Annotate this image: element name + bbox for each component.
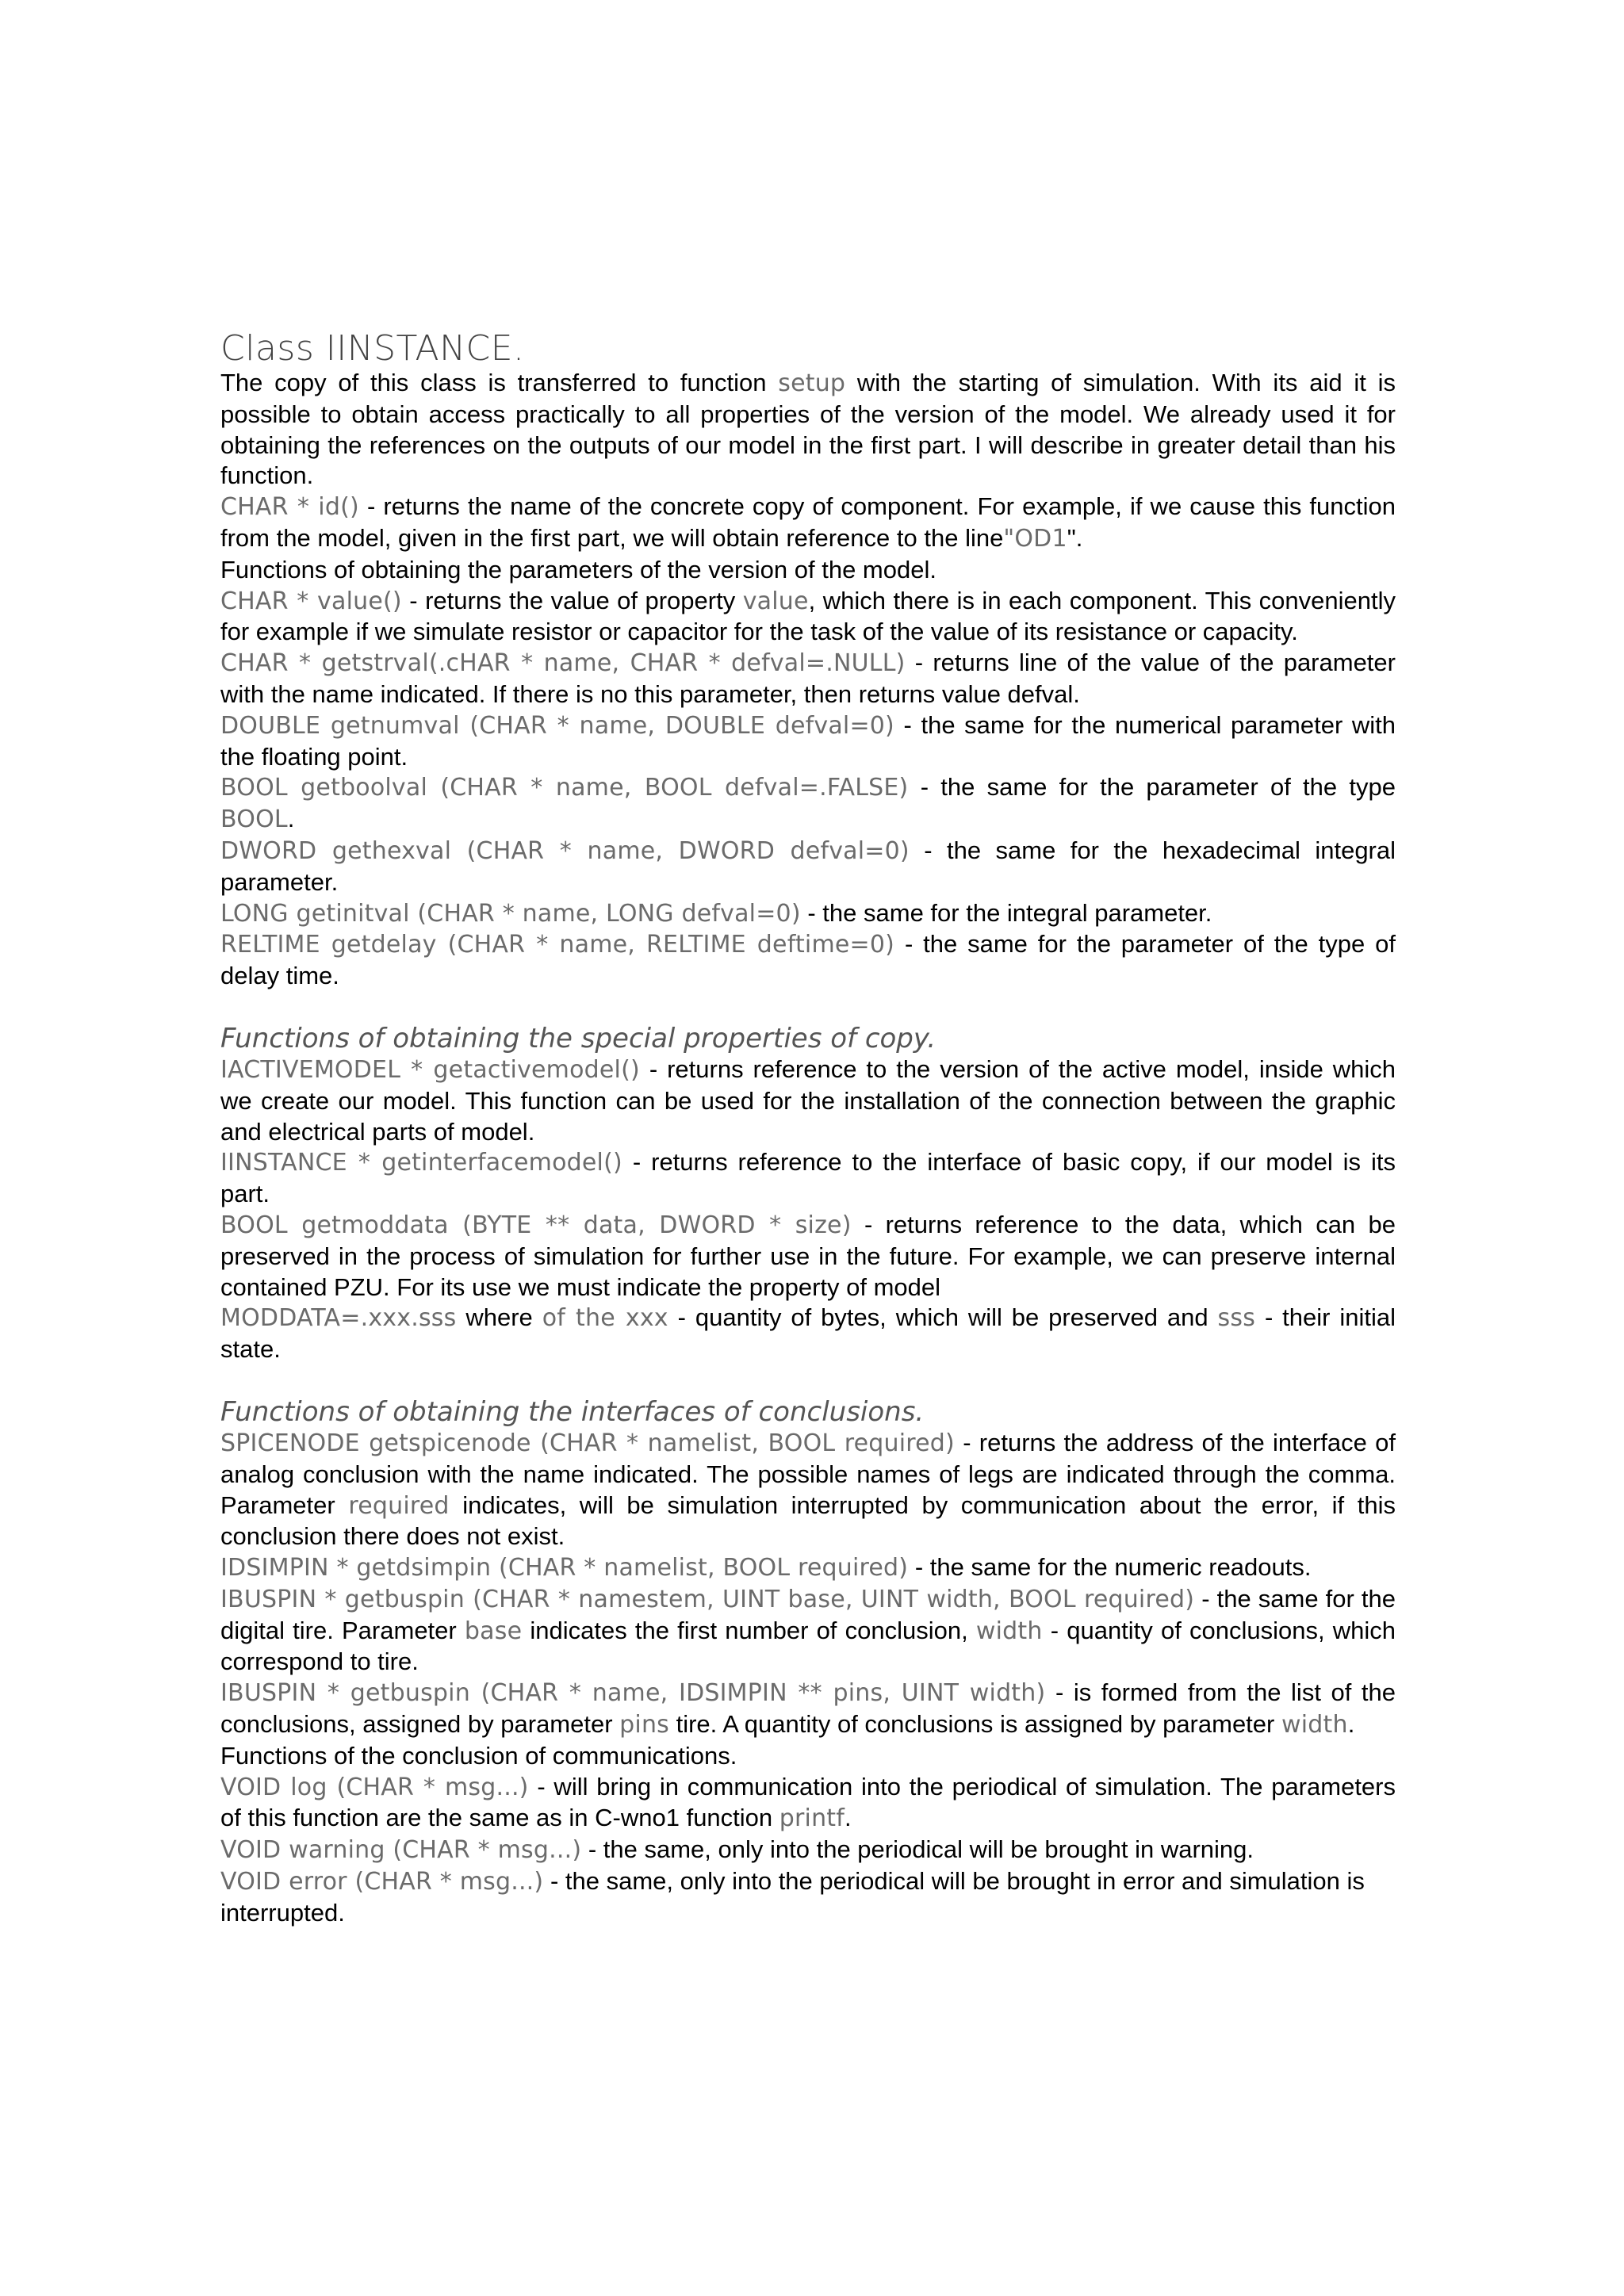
- text: - will bring in communication into the periodical of simulation. The parameters of this function are the same as in C-wno1 function: [220, 1772, 1396, 1832]
- text: - the same for the hexadecimal integral parameter.: [220, 836, 1396, 896]
- text: - the same, only into the periodical will be brought in error and simulation is interrupted.: [220, 1867, 1365, 1927]
- document-page: [220, 327, 1396, 1929]
- text: .: [845, 1804, 852, 1832]
- text: - the same for the parameter of the type of delay time.: [220, 930, 1396, 990]
- code-signature: BOOL getmoddata (BYTE ** data, DWORD * size): [220, 1211, 852, 1239]
- moddata-paragraph: [220, 1303, 1396, 1365]
- code-width: width: [975, 1617, 1043, 1645]
- text: - is formed from the list of the conclusions, assigned by parameter: [220, 1678, 1396, 1739]
- text: - returns line of the value of the parameter with the name indicated. If there is no this parameter, then returns value defval.: [220, 649, 1396, 708]
- text: .: [1347, 1710, 1355, 1739]
- getstrval-paragraph: [220, 648, 1396, 710]
- text: - the same for the numeric readouts.: [908, 1553, 1312, 1582]
- code-value: value: [742, 587, 809, 615]
- value-function-paragraph: [220, 586, 1396, 649]
- getdsimpin-paragraph: [220, 1552, 1396, 1584]
- code-signature: CHAR * getstrval(.cHAR * name, CHAR * defval=.NULL): [220, 649, 906, 678]
- text: - returns reference to the interface of basic copy, if our model is its part.: [220, 1148, 1396, 1208]
- code-pins: pins: [619, 1711, 669, 1739]
- code-signature: DOUBLE getnumval (CHAR * name, DOUBLE defval=0): [220, 711, 894, 740]
- code-setup: setup: [778, 369, 846, 397]
- text: - returns reference to the version of the active model, inside which we create our model. This function can be used for the installation of the connection between the graphic and electrical parts of model.: [220, 1054, 1396, 1146]
- log-paragraph: [220, 1772, 1396, 1835]
- code-od1: "OD1: [1003, 524, 1067, 553]
- code-signature: IINSTANCE * getinterfacemodel(): [220, 1149, 622, 1177]
- text: - the same for the numerical parameter with the floating point.: [220, 710, 1396, 771]
- text: - quantity of bytes, which will be preserved and: [668, 1303, 1218, 1332]
- code-signature: RELTIME getdelay (CHAR * name, RELTIME deftime=0): [220, 931, 895, 959]
- text: - quantity of conclusions, which correspond to tire.: [220, 1616, 1396, 1676]
- getinitval-paragraph: [220, 898, 1396, 930]
- text: - their initial state.: [220, 1303, 1396, 1364]
- text: - returns the name of the concrete copy of component. For example, if we cause this function from the model, given in the first part, we will obtain reference to the line: [220, 492, 1396, 552]
- error-paragraph: [220, 1866, 1396, 1929]
- interfaces-heading: Functions of obtaining the interfaces of conclusions.: [220, 1395, 925, 1428]
- getdelay-paragraph: [220, 929, 1396, 992]
- getactivemodel-paragraph: [220, 1054, 1396, 1147]
- text: The copy of this class is transferred to function: [220, 369, 779, 396]
- code-signature: BOOL getboolval (CHAR * name, BOOL defval=.FALSE): [220, 774, 909, 802]
- warning-paragraph: [220, 1835, 1396, 1866]
- code-sss: sss: [1217, 1304, 1256, 1333]
- text: tire. A quantity of conclusions is assigned by parameter: [669, 1710, 1281, 1739]
- text: - the same for the parameter of the type: [908, 773, 1396, 802]
- code-width: width: [1281, 1711, 1348, 1739]
- text: - returns reference to the data, which can be preserved in the process of simulation for further use in the future. For example, we can preserve internal contained PZU. For its use we must indicate the property of model: [220, 1210, 1396, 1301]
- code-signature: CHAR * value(): [220, 587, 402, 615]
- code-required: required: [348, 1491, 450, 1520]
- text: - the same for the integral parameter.: [800, 898, 1212, 927]
- code-signature: DWORD gethexval (CHAR * name, DWORD defval=0): [220, 836, 910, 865]
- text: with the starting of simulation. With its aid it is possible to obtain access practically to all properties of the version of the model. We already used it for obtaining the references on the outputs of our model in the first part. I will describe in greater detail than his function.: [220, 369, 1396, 490]
- page-title: Class IINSTANCE.: [220, 328, 525, 369]
- text: - returns the address of the interface of analog conclusion with the name indicated. The possible names of legs are indicated through the comma. Parameter: [220, 1428, 1396, 1519]
- section-spacer: [220, 992, 1396, 1023]
- code-signature: CHAR * id(): [220, 493, 359, 522]
- intro-paragraph: [220, 368, 1396, 492]
- text: , which there is in each component. This conveniently for example if we simulate resistor or capacitor for the task of the value of its resistance or capacity.: [220, 586, 1396, 646]
- code-signature: LONG getinitval (CHAR * name, LONG defval=0): [220, 899, 801, 928]
- getmoddata-paragraph: [220, 1210, 1396, 1303]
- gethexval-paragraph: [220, 836, 1396, 898]
- text: ".: [1067, 523, 1083, 552]
- text: indicates the first number of conclusion,: [522, 1616, 976, 1644]
- getboolval-paragraph: [220, 772, 1396, 836]
- code-signature: IDSIMPIN * getdsimpin (CHAR * namelist, BOOL required): [220, 1554, 909, 1582]
- code-signature: IBUSPIN * getbuspin (CHAR * name, IDSIMPIN ** pins, UINT width): [220, 1679, 1046, 1708]
- code-moddata: MODDATA=.xxx.sss: [220, 1304, 457, 1333]
- id-function-paragraph: [220, 492, 1396, 555]
- text: - the same, only into the periodical will be brought in warning.: [581, 1835, 1254, 1864]
- getbuspin-paragraph-1: [220, 1584, 1396, 1678]
- special-properties-heading: Functions of obtaining the special properties of copy.: [220, 1022, 936, 1054]
- getinterfacemodel-paragraph: [220, 1147, 1396, 1210]
- code-signature: SPICENODE getspicenode (CHAR * namelist, BOOL required): [220, 1429, 955, 1457]
- text: indicates, will be simulation interrupted by communication about the error, if this conclusion there does not exist.: [220, 1490, 1396, 1551]
- section-spacer: [220, 1365, 1396, 1396]
- params-subheading: Functions of obtaining the parameters of the version of the model.: [220, 555, 936, 584]
- code-signature: VOID warning (CHAR * msg...): [220, 1836, 582, 1865]
- code-signature: IBUSPIN * getbuspin (CHAR * namestem, UINT base, UINT width, BOOL required): [220, 1585, 1195, 1613]
- getnumval-paragraph: [220, 710, 1396, 773]
- communications-subheading: Functions of the conclusion of communications.: [220, 1741, 737, 1770]
- text: .: [287, 805, 295, 833]
- text: - the same for the digital tire. Parameter: [220, 1584, 1396, 1644]
- code-printf: printf: [779, 1804, 845, 1833]
- code-signature: VOID log (CHAR * msg...): [220, 1773, 529, 1801]
- code-xxx: of the xxx: [542, 1304, 668, 1333]
- getbuspin-paragraph-2: [220, 1678, 1396, 1741]
- getspicenode-paragraph: [220, 1428, 1396, 1552]
- code-base: base: [464, 1617, 523, 1645]
- code-bool: BOOL: [220, 806, 288, 834]
- text: where: [456, 1303, 542, 1332]
- code-signature: IACTIVEMODEL * getactivemodel(): [220, 1055, 640, 1084]
- text: - returns the value of property: [401, 586, 743, 614]
- code-signature: VOID error (CHAR * msg...): [220, 1868, 544, 1896]
